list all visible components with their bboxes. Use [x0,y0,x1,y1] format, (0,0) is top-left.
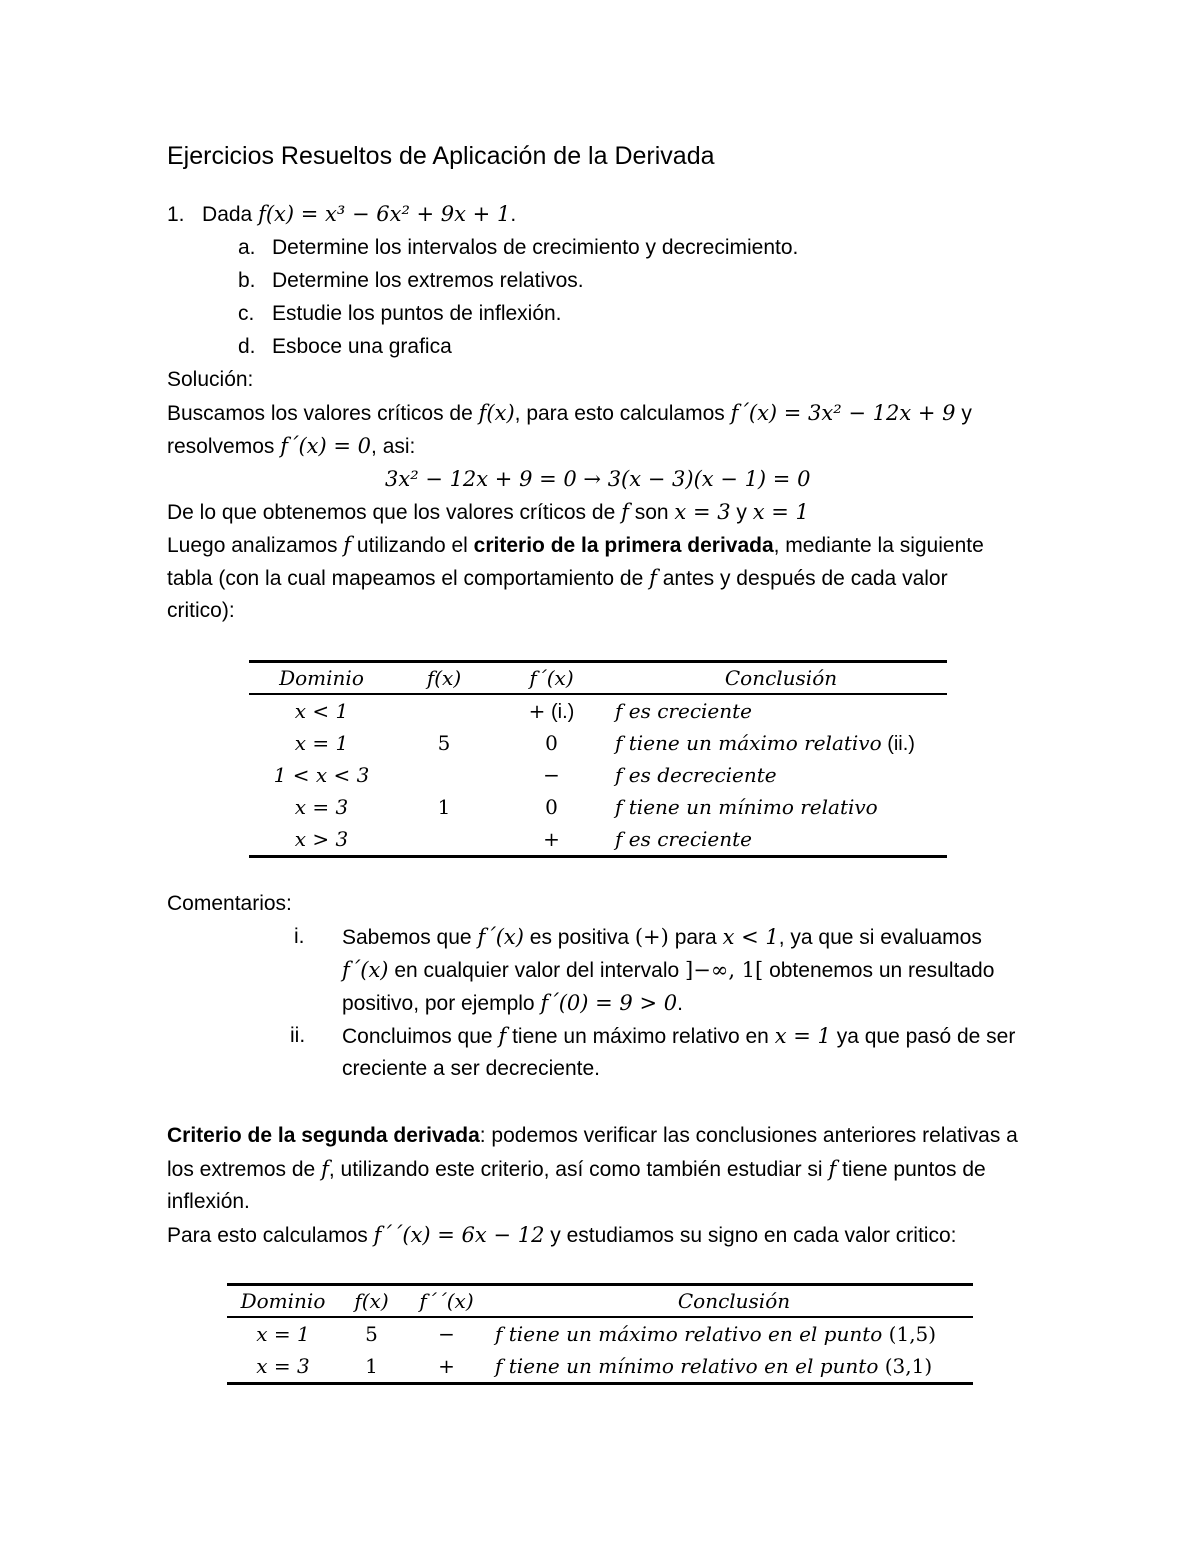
comment-i-line-1 [342,923,982,952]
math: f [321,1157,329,1181]
cell-domain: x < 1 [294,699,349,723]
cell-derivative: 0 [545,795,558,819]
text: y [961,402,972,425]
cell-fx: 5 [365,1322,378,1346]
part-text: Esboce una grafica [272,335,452,358]
header-conclusion: Conclusión [609,662,947,695]
exercise-part-b [238,267,584,295]
math: f´(x) [477,925,524,949]
exercise-label: Dada [202,203,253,226]
solution-line-4 [167,531,984,560]
bold-term: Criterio de la segunda derivada [167,1124,480,1147]
math-equation: f´(x) = 0 [280,434,372,458]
second-criterion-line-3: inflexión. [167,1190,250,1213]
first-derivative-table [249,660,947,858]
text: Para esto calculamos [167,1224,368,1247]
exercise-number: 1. [167,203,185,226]
part-text: Estudie los puntos de inflexión. [272,302,562,325]
exercise-function: f(x) = x³ − 6x² + 9x + 1 [258,202,511,226]
exercise-end: . [510,203,517,226]
text: tabla (con la cual mapeamos el comportamiento de [167,567,644,590]
math-derivative: f´(x) = 3x² − 12x + 9 [730,401,956,425]
text: , ya que si evaluamos [778,926,982,949]
text: , asi: [371,435,416,458]
header-second-derivative: f´´(x) [404,1285,489,1318]
cell-fx [394,694,494,727]
cell-domain: x > 3 [294,827,349,851]
text: en cualquier valor del intervalo [394,959,680,982]
cell-domain: x = 3 [256,1354,310,1378]
header-fx: f(x) [394,662,494,695]
text: antes y después de cada valor [662,567,948,590]
text: utilizando el [356,534,468,557]
math: f´(0) = 9 > 0 [540,991,678,1015]
cell-second-derivative: − [438,1322,455,1346]
cell-derivative: + (i.) [528,698,575,723]
text: Sabemos que [342,926,472,949]
cell-conclusion: f es creciente [615,698,753,723]
text: son [634,501,669,524]
cell-fx [394,823,494,857]
math: x < 1 [722,925,779,949]
cell-derivative: 0 [545,731,558,755]
page-title: Ejercicios Resueltos de Aplicación de la Derivada [167,142,715,170]
math-x3: x = 3 [674,500,731,524]
header-derivative: f´(x) [494,662,609,695]
cell-fx: 5 [437,731,451,755]
cell-conclusion: f tiene un mínimo relativo en el punto (3,1) [495,1354,933,1378]
header-fx: f(x) [339,1285,404,1318]
comment-ii-line-2: creciente a ser decreciente. [342,1057,600,1080]
math: f´(x) [342,958,389,982]
exercise-part-d [238,333,452,361]
cell-domain: x = 1 [294,731,349,755]
math: x = 1 [774,1024,831,1048]
second-derivative-table [227,1283,973,1385]
comments-heading: Comentarios: [167,892,292,915]
text: . [677,992,683,1015]
second-criterion-line-1 [167,1122,1018,1150]
table-header-row [227,1285,973,1318]
table-row [249,694,947,727]
part-letter: d. [238,335,256,358]
solution-equation: 3x² − 12x + 9 = 0 → 3(x − 3)(x − 1) = 0 [385,467,811,491]
text: : podemos verificar las conclusiones anteriores relativas a [479,1124,1018,1147]
table-row [249,759,947,791]
header-domain: Dominio [249,662,394,695]
math-fx: f(x) [478,401,515,425]
comment-i-line-3 [342,989,683,1018]
header-conclusion: Conclusión [489,1285,973,1318]
comment-i-line-2 [342,956,994,985]
second-criterion-line-2 [167,1155,986,1184]
math-f: f [343,533,352,557]
text: Concluimos que [342,1025,493,1048]
second-criterion-line-4 [167,1221,956,1250]
text: ya que pasó de ser [836,1025,1016,1048]
table-row [249,823,947,857]
part-letter: b. [238,269,256,292]
cell-conclusion: f es decreciente [615,763,777,787]
math: f´´(x) = 6x − 12 [373,1223,545,1247]
solution-line-1 [167,399,972,428]
part-letter: c. [238,302,255,325]
text: resolvemos [167,435,275,458]
exercise-part-c [238,300,562,328]
cell-second-derivative: + [438,1354,455,1378]
text: tiene un máximo relativo en [512,1025,769,1048]
part-text: Determine los intervalos de crecimiento y decrecimiento. [272,236,799,259]
math-interval: ]−∞, 1[ [685,958,764,982]
exercise-statement [167,200,516,229]
math: f [828,1157,837,1181]
text: , utilizando este criterio, así como también estudiar si [328,1158,823,1181]
cell-domain: 1 < x < 3 [273,763,370,787]
text: Luego analizamos [167,534,338,557]
math-f: f [621,500,629,524]
text: , mediante la siguiente [773,534,984,557]
solution-line-3 [167,498,809,527]
solution-heading: Solución: [167,368,254,391]
cell-fx [394,759,494,791]
comment-i-number: i. [294,925,305,948]
table-row [249,727,947,759]
header-domain: Dominio [227,1285,339,1318]
math: f [498,1024,507,1048]
solution-line-2 [167,432,415,461]
table-row [249,791,947,823]
part-letter: a. [238,236,256,259]
text: los extremos de [167,1158,316,1181]
exercise-part-a [238,234,798,262]
text: es positiva [529,926,630,949]
text: Buscamos los valores críticos de [167,402,473,425]
math: (+) [634,925,669,949]
math-x1: x = 1 [752,500,809,524]
solution-line-5 [167,564,948,593]
text: para [674,926,717,949]
table-header-row [249,662,947,695]
math-f: f [649,566,657,590]
solution-line-6: critico): [167,599,235,622]
cell-conclusion: f es creciente [615,827,753,851]
cell-conclusion: f tiene un máximo relativo (ii.) [615,730,915,755]
comment-ii-number: ii. [290,1024,306,1047]
cell-conclusion: f tiene un mínimo relativo [615,795,878,819]
cell-domain: x = 1 [256,1322,310,1346]
cell-fx: 1 [365,1354,378,1378]
cell-domain: x = 3 [294,795,349,819]
text: y [736,501,747,524]
text: obtenemos un resultado [769,959,995,982]
text: , para esto calculamos [514,402,725,425]
bold-term: criterio de la primera derivada [473,534,774,557]
cell-derivative: − [543,763,560,787]
part-text: Determine los extremos relativos. [272,269,584,292]
text: y estudiamos su signo en cada valor critico: [550,1224,957,1247]
comment-ii-line-1 [342,1022,1015,1051]
text: De lo que obtenemos que los valores críticos de [167,501,616,524]
table-row [227,1317,973,1350]
text: tiene puntos de [842,1158,986,1181]
cell-conclusion: f tiene un máximo relativo en el punto (1,5) [495,1322,937,1346]
cell-fx: 1 [437,795,451,819]
table-row [227,1350,973,1384]
text: positivo, por ejemplo [342,992,535,1015]
cell-derivative: + [543,827,560,851]
